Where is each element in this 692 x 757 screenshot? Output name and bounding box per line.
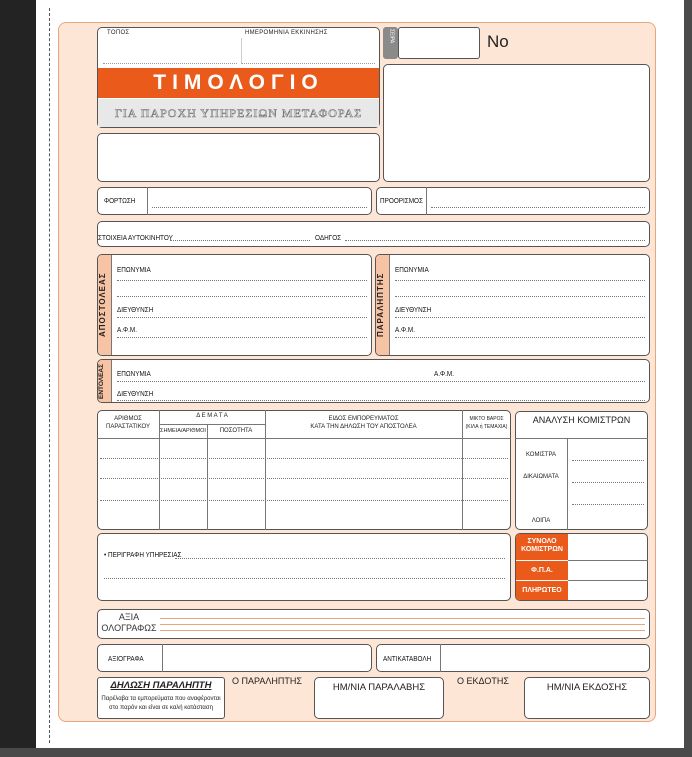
sender-tab: ΑΠΟΣΤΟΛΕΑΣ	[98, 255, 112, 355]
principal-afm-label: Α.Φ.Μ.	[434, 369, 454, 378]
loading-label: ΦΟΡΤΩΣΗ	[104, 196, 136, 205]
receivables-field[interactable]	[163, 645, 371, 671]
cod-label: ΑΝΤΙΚΑΤΑΒΟΛΗ	[383, 654, 432, 663]
start-date-field[interactable]	[241, 38, 375, 64]
number-label: No	[487, 32, 509, 51]
receiver-name-label: ΕΠΩΝΥΜΙΑ	[395, 265, 429, 274]
start-date-label: ΗΜΕΡΟΜΗΝΙΑ ΕΚΚΙΝΗΣΗΣ	[245, 30, 328, 36]
service-description-field-2[interactable]	[104, 578, 505, 579]
issue-date-label: ΗΜ/ΝΙΑ ΕΚΔΟΣΗΣ	[546, 682, 628, 693]
other-label: ΛΟΙΠΑ	[531, 518, 551, 524]
table-row[interactable]	[100, 478, 508, 479]
amount-line-2[interactable]	[160, 624, 645, 625]
fare-field[interactable]	[572, 460, 644, 461]
declaration-title: ΔΗΛΩΣΗ ΠΑΡΑΛΗΠΤΗ	[110, 680, 212, 691]
place-field[interactable]	[103, 38, 237, 64]
receiver-name-field-2[interactable]	[395, 296, 645, 297]
divider	[207, 424, 208, 530]
series-field[interactable]	[398, 27, 480, 59]
declaration-text: Παρέλαβα τα εμπορεύματα που αναφέρονται στο παρόν και είναι σε καλή κατάσταση	[101, 696, 221, 711]
receiver-signature-label: Ο ΠΑΡΑΛΗΠΤΗΣ	[232, 676, 302, 686]
driver-label: ΟΔΗΓΟΣ	[315, 233, 342, 242]
table-row[interactable]	[100, 458, 508, 459]
principal-name-field[interactable]	[117, 381, 645, 382]
driver-field[interactable]	[345, 240, 645, 241]
invoice-title: ΤΙΜΟΛΟΓΙΟ	[98, 68, 379, 98]
payable-label: ΠΛΗΡΩΤΕΟ	[516, 581, 568, 600]
book-binding	[0, 0, 36, 748]
series-tab: ΣΕΙΡΑ	[383, 27, 398, 59]
receiver-address-label: ΔΙΕΥΘΥΝΣΗ	[395, 305, 432, 314]
perforation-line	[49, 8, 50, 743]
fare-label: ΚΟΜΙΣΤΡΑ	[525, 452, 557, 458]
vat-label: Φ.Π.Α.	[516, 561, 568, 580]
fees-field[interactable]	[572, 482, 644, 483]
loading-field[interactable]	[152, 207, 367, 208]
col-packages: Δ Ε Μ Α Τ Α	[196, 413, 228, 419]
fees-label: ΔΙΚΑΙΩΜΑΤΑ	[523, 474, 559, 480]
sender-afm-label: Α.Φ.Μ.	[117, 325, 137, 334]
issuer-details-box[interactable]	[383, 64, 650, 182]
principal-address-field[interactable]	[117, 400, 645, 401]
fares-box	[515, 411, 648, 530]
sender-name-label: ΕΠΩΝΥΜΙΑ	[117, 265, 151, 274]
col-goods: ΕΙΔΟΣ ΕΜΠΟΡΕΥΜΑΤΟΣ ΚΑΤΑ ΤΗΝ ΔΗΛΩΣΗ ΤΟΥ ΑΠΟΣΤΟΛΕΑ	[310, 416, 417, 430]
divider	[159, 424, 265, 425]
receiver-address-field[interactable]	[395, 317, 645, 318]
destination-field[interactable]	[431, 207, 645, 208]
sender-address-field[interactable]	[117, 317, 367, 318]
principal-address-label: ΔΙΕΥΘΥΝΣΗ	[117, 389, 154, 398]
principal-tab: ΕΝΤΟΛΕΑΣ	[98, 360, 112, 402]
divider	[515, 438, 648, 439]
total-fares-label: ΣΥΝΟΛΟ ΚΟΜΙΣΤΡΩΝ	[516, 534, 568, 560]
sender-afm-field[interactable]	[117, 337, 367, 338]
totals-fields[interactable]	[569, 534, 647, 600]
invoice-subtitle: ΓΙΑ ΠΑΡΟΧΗ ΥΠΗΡΕΣΙΩΝ ΜΕΤΑΦΟΡΑΣ	[98, 99, 379, 127]
vehicle-label: ΣΤΟΙΧΕΙΑ ΑΥΤΟΚΙΝΗΤΟΥ	[98, 233, 173, 242]
sender-name-field-2[interactable]	[117, 296, 367, 297]
col-weight: ΜΙΚΤΟ ΒΑΡΟΣ (ΚΙΛΑ ή ΤΕΜΑΧΙΑ)	[465, 416, 508, 430]
receipt-date-label: ΗΜ/ΝΙΑ ΠΑΡΑΛΑΒΗΣ	[332, 682, 426, 693]
divider	[567, 438, 568, 530]
vehicle-box	[97, 221, 650, 247]
customer-box[interactable]	[97, 133, 380, 182]
receiver-afm-label: Α.Φ.Μ.	[395, 325, 415, 334]
col-quantity: ΠΟΣΟΤΗΤΑ	[219, 428, 253, 434]
table-row[interactable]	[100, 500, 508, 501]
receiver-afm-field[interactable]	[395, 337, 645, 338]
fares-title: ΑΝΑΛΥΣΗ ΚΟΜΙΣΤΡΩΝ	[532, 415, 631, 425]
divider	[426, 187, 427, 215]
col-document-number: ΑΡΙΘΜΟΣ ΠΑΡΑΣΤΑΤΙΚΟΥ	[105, 416, 150, 430]
destination-label: ΠΡΟΟΡΙΣΜΟΣ	[380, 196, 423, 205]
vehicle-field[interactable]	[170, 240, 310, 241]
principal-name-label: ΕΠΩΝΥΜΙΑ	[117, 369, 151, 378]
place-label: ΤΟΠΟΣ	[107, 30, 130, 36]
issuer-signature-label: Ο ΕΚΔΟΤΗΣ	[457, 676, 509, 686]
amount-in-words-label: ΑΞΙΑ ΟΛΟΓΡΑΦΩΣ	[101, 612, 157, 633]
service-description-label: • ΠΕΡΙΓΡΑΦΗ ΥΠΗΡΕΣΙΑΣ	[104, 550, 182, 559]
service-description-field[interactable]	[175, 558, 505, 559]
service-description-box	[97, 533, 511, 601]
amount-line-1[interactable]	[160, 618, 645, 619]
sender-name-field[interactable]	[117, 280, 367, 281]
receivables-label: ΑΞΙΟΓΡΑΦΑ	[108, 654, 144, 663]
col-marks: ΣΗΜΕΙΑ/ΑΡΙΘΜΟΙ	[160, 428, 206, 434]
divider	[147, 187, 148, 215]
receiver-name-field[interactable]	[395, 280, 645, 281]
amount-line-3[interactable]	[160, 630, 645, 631]
receiver-tab: ΠΑΡΑΛΗΠΤΗΣ	[376, 255, 390, 355]
loading-box	[97, 187, 372, 215]
cod-field[interactable]	[441, 645, 649, 671]
sender-address-label: ΔΙΕΥΘΥΝΣΗ	[117, 305, 154, 314]
extra-field[interactable]	[572, 504, 644, 505]
